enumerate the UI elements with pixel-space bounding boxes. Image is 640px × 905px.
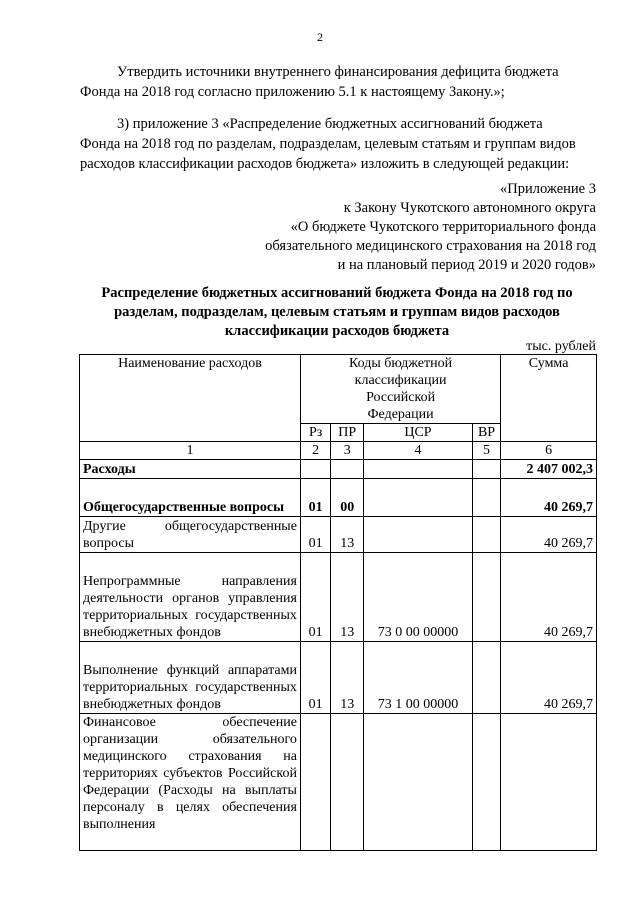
row-sum: 40 269,7 <box>501 517 597 553</box>
row-pr: 13 <box>331 517 364 553</box>
row-rz: 01 <box>300 479 330 517</box>
table-row <box>80 460 597 479</box>
table-row <box>80 553 597 642</box>
table-row <box>80 714 597 851</box>
header-pr: ПР <box>331 424 364 442</box>
table-row <box>80 642 597 714</box>
row-sum <box>501 714 597 851</box>
row-csr: 73 0 00 00000 <box>364 553 473 642</box>
col-number: 6 <box>501 442 597 460</box>
row-vr <box>472 460 500 479</box>
row-name: Финансовое обеспечение организации обязательного медицинского страхования на территориях субъектов Российской Федерации (Расходы на выплаты персоналу в целях обеспечения выполнения <box>80 714 301 851</box>
col-number: 5 <box>472 442 500 460</box>
row-vr <box>472 714 500 851</box>
row-rz: 01 <box>300 517 330 553</box>
row-sum: 40 269,7 <box>501 642 597 714</box>
row-vr <box>472 479 500 517</box>
row-csr: 73 1 00 00000 <box>364 642 473 714</box>
paragraph-approve-sources <box>80 62 596 102</box>
row-csr <box>364 479 473 517</box>
row-vr <box>472 642 500 714</box>
paragraph-line: Фонда на 2018 год по разделам, подразделам, целевым статьям и группам видов <box>80 136 576 152</box>
row-name: Другие общегосударственные вопросы <box>80 517 301 553</box>
header-csr: ЦСР <box>364 424 473 442</box>
header-rz: Рз <box>300 424 330 442</box>
header-name: Наименование расходов <box>80 355 301 442</box>
paragraph-line: 3) приложение 3 «Распределение бюджетных ассигнований бюджета <box>117 116 543 132</box>
row-pr <box>331 460 364 479</box>
row-pr <box>331 714 364 851</box>
row-sum: 2 407 002,3 <box>501 460 597 479</box>
col-number: 1 <box>80 442 301 460</box>
appendix-line: обязательного медицинского страхования на 2018 год <box>265 238 596 254</box>
header-sum: Сумма <box>501 355 597 442</box>
row-pr: 13 <box>331 553 364 642</box>
row-csr <box>364 460 473 479</box>
paragraph-line: Фонда на 2018 год согласно приложению 5.1 к настоящему Закону.»; <box>80 84 505 100</box>
row-csr <box>364 517 473 553</box>
row-csr <box>364 714 473 851</box>
row-name: Непрограммные направления деятельности органов управления территориальных государственных внебюджетных фондов <box>80 553 301 642</box>
page-number: 2 <box>317 30 323 44</box>
row-vr <box>472 517 500 553</box>
row-pr: 13 <box>331 642 364 714</box>
row-rz: 01 <box>300 642 330 714</box>
table-header-row <box>80 355 597 424</box>
row-name: Расходы <box>80 460 301 479</box>
col-number: 2 <box>300 442 330 460</box>
row-pr: 00 <box>331 479 364 517</box>
row-name: Общегосударственные вопросы <box>80 479 301 517</box>
row-sum: 40 269,7 <box>501 479 597 517</box>
paragraph-line: расходов классификации расходов бюджета» изложить в следующей редакции: <box>80 156 570 172</box>
header-vr: ВР <box>472 424 500 442</box>
budget-table <box>79 354 597 851</box>
row-vr <box>472 553 500 642</box>
paragraph-line: Утвердить источники внутреннего финансирования дефицита бюджета <box>117 64 559 80</box>
table-numbering-row <box>80 442 597 460</box>
col-number: 3 <box>331 442 364 460</box>
table-row <box>80 517 597 553</box>
appendix-line: к Закону Чукотского автономного округа <box>343 200 596 216</box>
row-sum: 40 269,7 <box>501 553 597 642</box>
table-title: Распределение бюджетных ассигнований бюджета Фонда на 2018 год по разделам, подразделам, целевым статьям и группам видов расходов классификации расходов бюджета <box>101 285 573 339</box>
appendix-header <box>200 180 596 275</box>
row-rz <box>300 714 330 851</box>
row-rz <box>300 460 330 479</box>
appendix-line: «Приложение 3 <box>500 181 596 197</box>
table-row <box>80 479 597 517</box>
row-name: Выполнение функций аппаратами территориальных государственных внебюджетных фондов <box>80 642 301 714</box>
appendix-line: «О бюджете Чукотского территориального фонда <box>290 219 596 235</box>
col-number: 4 <box>364 442 473 460</box>
appendix-line: и на плановый период 2019 и 2020 годов» <box>337 257 596 273</box>
row-rz: 01 <box>300 553 330 642</box>
header-codes: Коды бюджетной классификации Российской Федерации <box>300 355 500 424</box>
unit-label: тыс. рублей <box>526 339 596 354</box>
paragraph-appendix-change <box>80 114 596 174</box>
